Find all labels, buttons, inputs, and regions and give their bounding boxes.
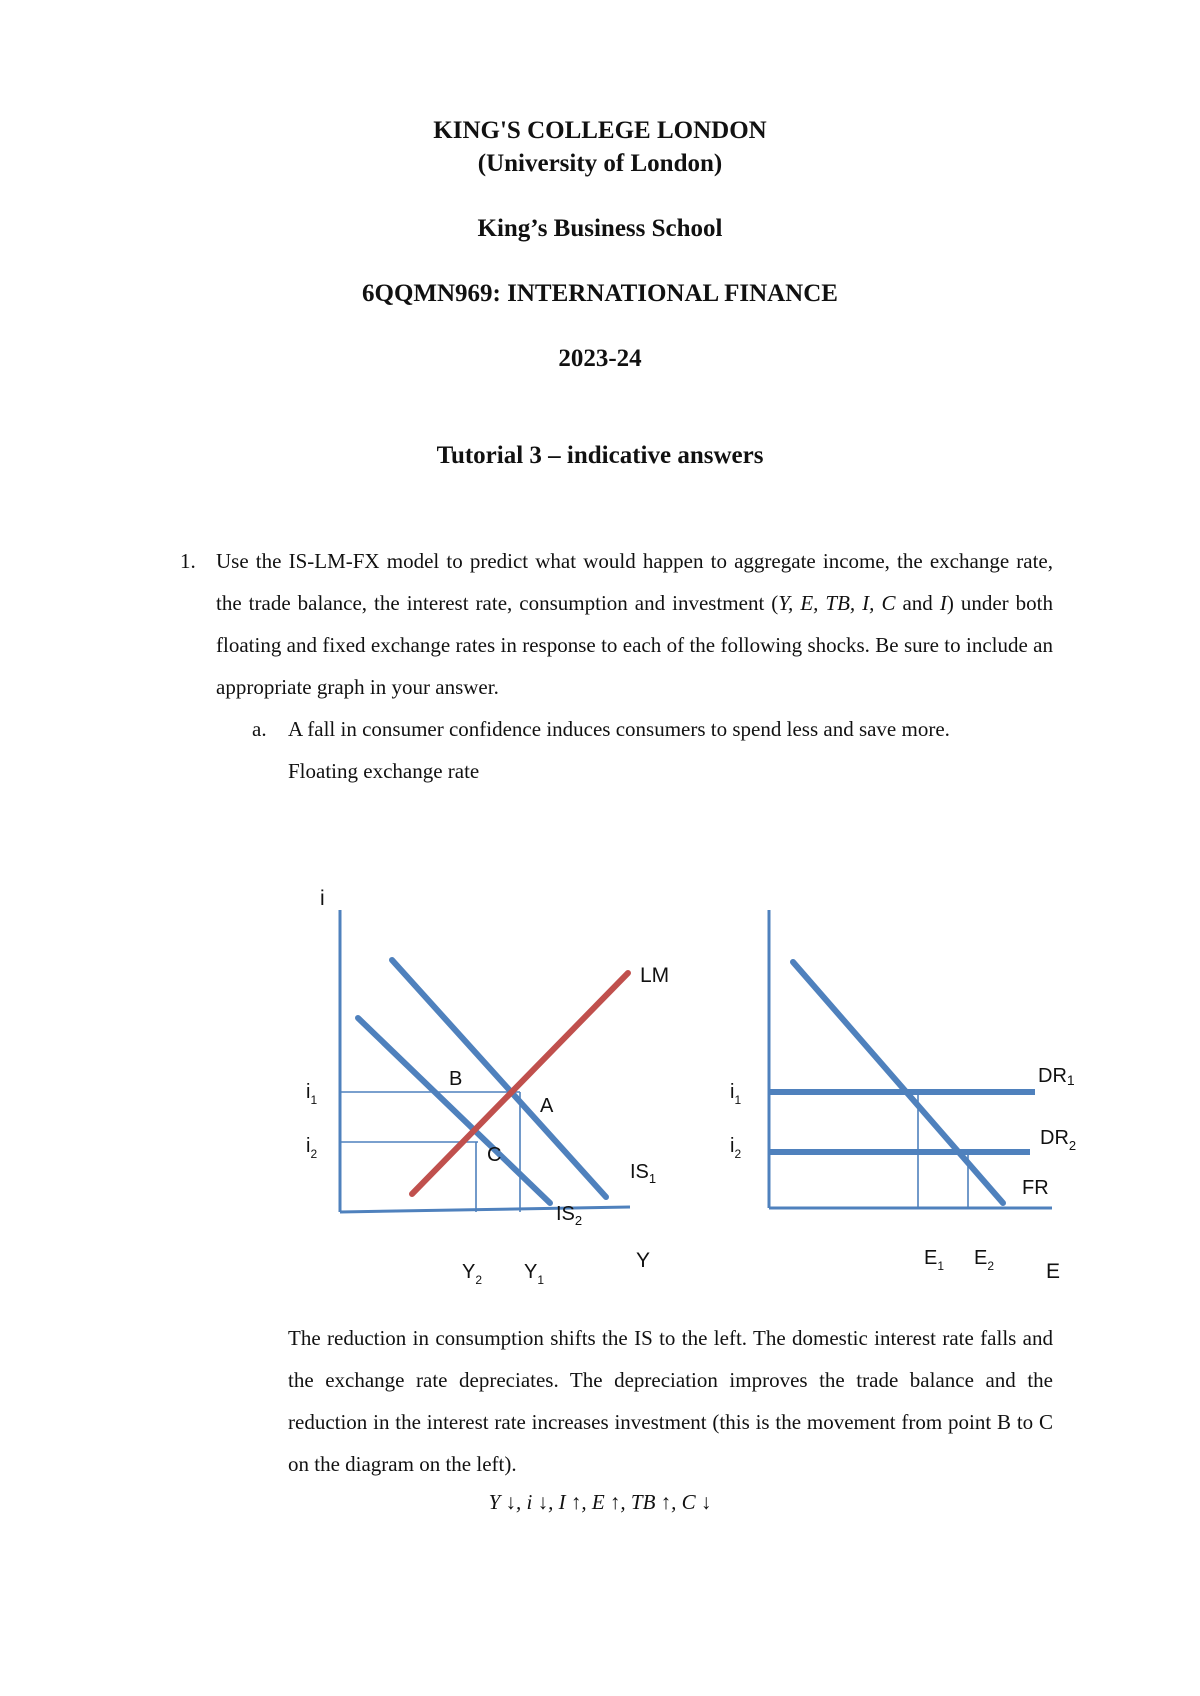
right-i1-tick — [730, 1081, 741, 1107]
right-i1-main: i — [730, 1081, 735, 1103]
point-a-label: A — [540, 1095, 554, 1117]
summary-equation: Y ↓, i ↓, I ↑, E ↑, TB ↑, C ↓ — [488, 1490, 712, 1514]
is2-label-main: IS — [556, 1203, 575, 1225]
left-i1-tick — [306, 1081, 317, 1107]
dr1-label — [1038, 1065, 1075, 1088]
is1-label — [630, 1161, 656, 1186]
dr2-label-sub: 2 — [1068, 1138, 1077, 1153]
question-number: 1. — [180, 549, 196, 573]
y1-tick — [524, 1261, 544, 1287]
right-i2-sub: 2 — [734, 1147, 742, 1161]
question-text-part: ) under both floating and fixed exchange rates in response to each of the following shocks. Be sure to include an appropriate graph in your answer. — [216, 591, 1053, 699]
left-i2-sub: 2 — [310, 1147, 318, 1161]
y2-tick — [462, 1261, 482, 1287]
left-y-axis-label: i — [320, 887, 325, 910]
y1-tick-main: Y — [524, 1261, 538, 1283]
document-title: Tutorial 3 – indicative answers — [436, 442, 764, 469]
dr1-label-main: DR — [1038, 1065, 1067, 1087]
point-b-label: B — [449, 1068, 463, 1090]
e2-tick-sub: 2 — [987, 1259, 995, 1273]
school-name: King’s Business School — [477, 215, 723, 242]
y1-tick-sub: 1 — [537, 1273, 545, 1287]
fr-label: FR — [1022, 1177, 1049, 1199]
module-title: 6QQMN969: INTERNATIONAL FINANCE — [362, 280, 838, 307]
question-text-part: and — [895, 591, 940, 615]
dr2-label-main: DR — [1040, 1127, 1069, 1149]
left-i1-sub: 1 — [310, 1093, 318, 1107]
question-text — [216, 540, 1053, 708]
lm-label: LM — [640, 964, 670, 987]
left-i2-tick — [306, 1135, 317, 1161]
right-x-axis-label: E — [1046, 1260, 1061, 1283]
institution-name: KING'S COLLEGE LONDON — [433, 117, 767, 144]
university-name: (University of London) — [477, 150, 723, 177]
e2-tick — [974, 1247, 994, 1273]
right-i2-main: i — [730, 1135, 735, 1157]
e1-tick-main: E — [924, 1247, 938, 1269]
e1-tick — [924, 1247, 944, 1273]
left-x-axis — [340, 1207, 630, 1212]
right-i1-sub: 1 — [734, 1093, 742, 1107]
y2-tick-main: Y — [462, 1261, 476, 1283]
question-variables: Y, E, TB, I, C — [778, 591, 896, 615]
question-variable: I — [939, 591, 947, 615]
y2-tick-sub: 2 — [475, 1273, 483, 1287]
e1-tick-sub: 1 — [937, 1259, 945, 1273]
fr-curve — [793, 962, 1003, 1203]
is2-label-sub: 2 — [574, 1213, 583, 1228]
part-a-text: A fall in consumer confidence induces consumers to spend less and save more. — [288, 717, 950, 741]
is2-curve — [358, 1018, 550, 1203]
is1-label-main: IS — [630, 1161, 649, 1183]
right-i2-tick — [730, 1135, 741, 1161]
question-text-part: Use the IS-LM-FX model to predict what would happen to aggregate income, the exchange rate, the trade balance, the interest rate, consumption and investment ( — [216, 549, 1053, 615]
explanation-paragraph: The reduction in consumption shifts the IS to the left. The domestic interest rate falls and the exchange rate depreciates. The depreciation improves the trade balance and the reduction in the interest rate increases investment (this is the movement from point B to C on the diagram on the left). — [288, 1326, 1053, 1476]
is-lm-fx-diagram — [0, 860, 1200, 1320]
dr2-label — [1040, 1127, 1076, 1153]
left-x-axis-label: Y — [636, 1249, 651, 1272]
academic-year: 2023-24 — [558, 345, 642, 372]
part-a-letter: a. — [252, 717, 267, 741]
left-i2-main: i — [306, 1135, 311, 1157]
is1-label-sub: 1 — [648, 1171, 657, 1186]
dr1-label-sub: 1 — [1066, 1072, 1075, 1088]
e2-tick-main: E — [974, 1247, 988, 1269]
point-c-label: C — [487, 1144, 502, 1166]
left-i1-main: i — [306, 1081, 311, 1103]
part-a-subheading: Floating exchange rate — [288, 759, 480, 783]
